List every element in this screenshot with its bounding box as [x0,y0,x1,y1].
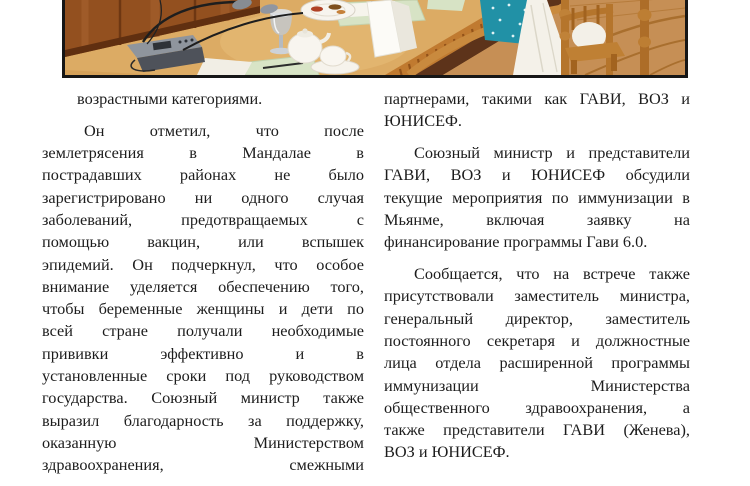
text-line: эпидемий. Он подчеркнул, что особое [42,254,364,274]
text-line: зарегистрировано ни одного случая [42,187,364,207]
text-line: землетрясения в Мандалае в [42,143,364,163]
text-line: Он отметил, что после [84,120,364,140]
text-line: Союзный министр и представители [414,143,690,163]
text-line: партнерами, такими как ГАВИ, ВОЗ и [384,89,690,108]
text-line: здравоохранения, смежными [42,455,364,475]
text-line: прививки эффективно и в [42,343,364,363]
text-line: выразил благодарность за поддержку, [42,410,364,430]
text-line: генеральный директор, заместитель [384,308,690,328]
text-line: установленные сроки под руководством [42,366,364,386]
text-line: присутствовали заместитель министра, [384,286,690,306]
left-column [42,88,364,486]
text-line: оказанную Министерством [42,432,364,452]
text-line: ГАВИ, ВОЗ и ЮНИСЕФ обсудили [384,165,690,185]
text-line: государства. Союзный министр также [42,388,364,408]
meeting-photo-illustration [65,0,685,75]
meeting-photo [62,0,688,78]
text-line: внимание уделяется обеспечению того, [42,276,364,296]
text-line: всей стране получали необходимые [42,321,364,341]
text-line: иммунизации Министерства [384,375,690,395]
text-line: лица отдела расширенной программы [384,353,690,373]
paragraph [42,88,364,110]
paragraph [384,142,690,253]
text-line: чтобы беременные женщины и дети по [42,299,364,319]
text-line: текущие мероприятия по иммунизации в [384,187,690,207]
text-line: также представители ГАВИ (Женева), [384,420,690,440]
plate-with-snacks [301,0,355,21]
paragraph [384,263,690,464]
text-line: постоянного секретаря и должностные [384,330,690,350]
text-line: Мьянме, включая заявку на [384,209,690,229]
paragraph [42,120,364,477]
text-line: помощью вакцин, или вспышек [42,232,364,252]
paragraph [384,88,690,133]
text-line: возрастными категориями. [77,89,263,108]
text-line: ВОЗ и ЮНИСЕФ. [384,442,510,462]
text-line: финансирование программы Гави 6.0. [384,232,648,252]
text-line: ЮНИСЕФ. [384,111,462,131]
text-line: общественного здравоохранения, а [384,397,690,417]
text-line: Сообщается, что на встрече также [414,264,690,284]
text-line: пострадавших районах не было [42,165,364,185]
right-column [384,88,690,473]
text-line: заболеваний, предотвращаемых с [42,209,364,229]
